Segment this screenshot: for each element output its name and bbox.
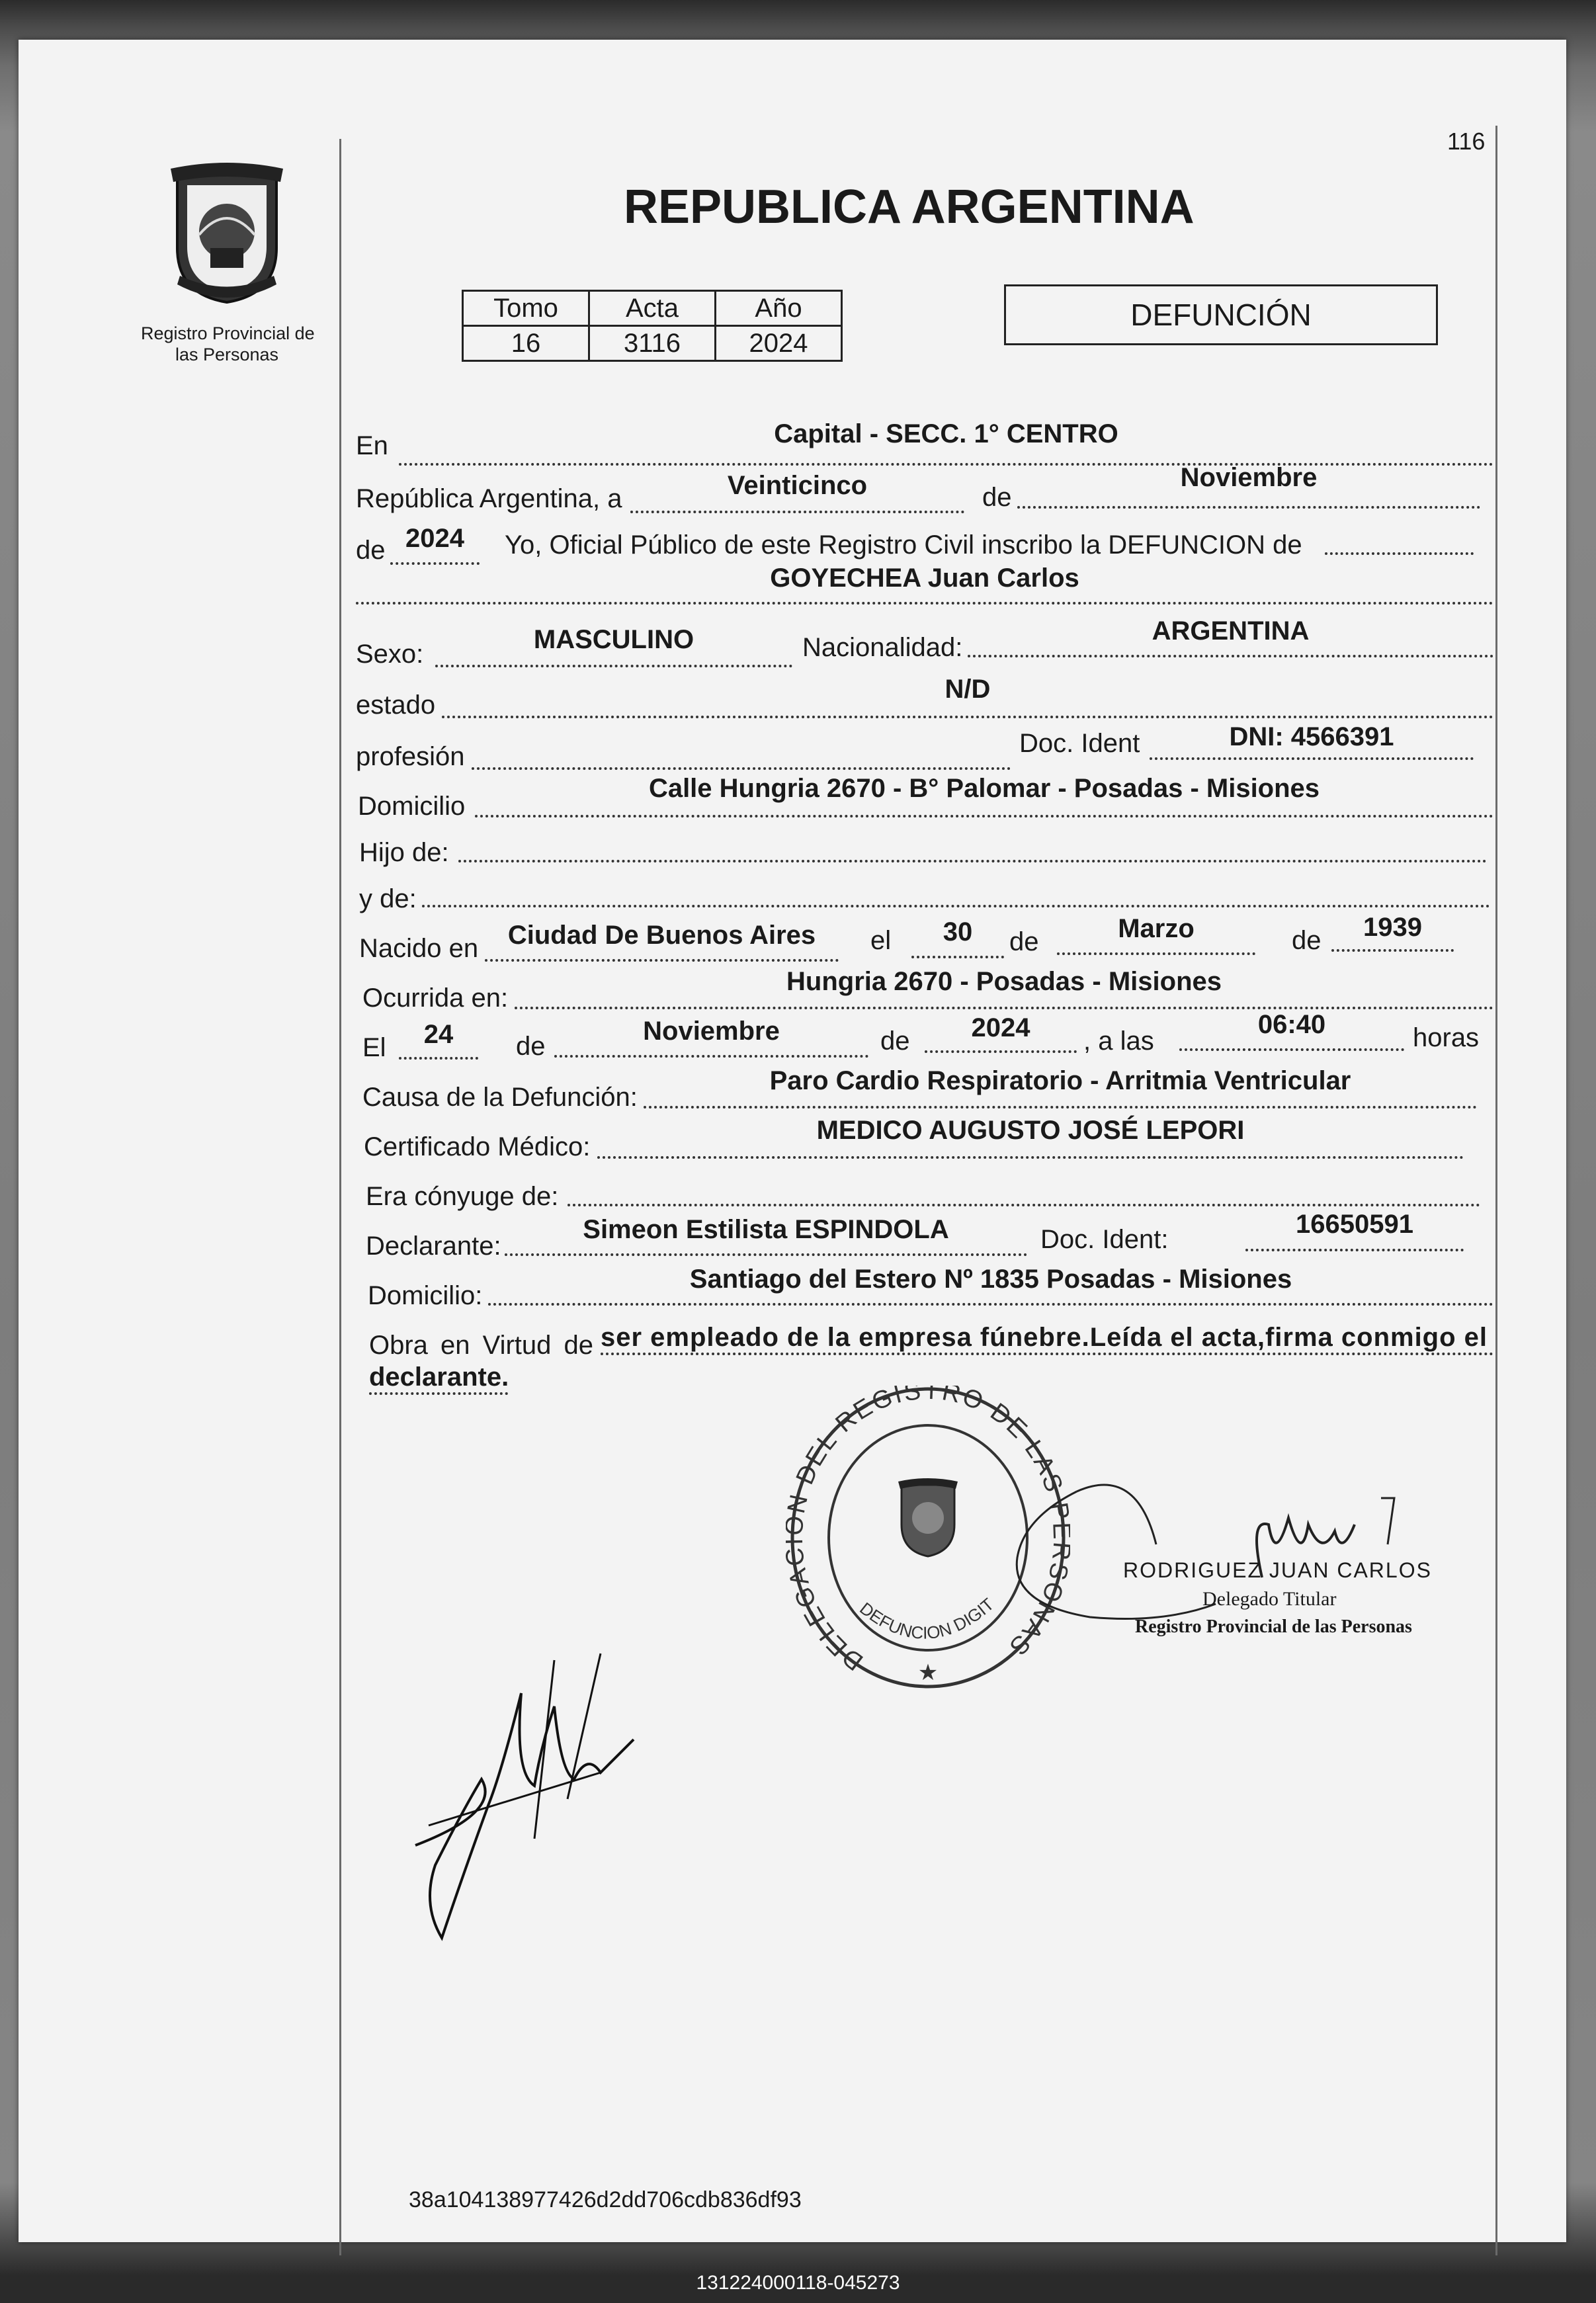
doc-ident-value: DNI: 4566391 xyxy=(1229,722,1394,751)
republica-label: República Argentina, a xyxy=(356,484,622,513)
yo-label: Yo, Oficial Público de este Registro Civil inscribo la DEFUNCION de xyxy=(505,530,1302,560)
certificado-value: MEDICO AUGUSTO JOSÉ LEPORI xyxy=(816,1116,1245,1145)
doc-ident2-value: 16650591 xyxy=(1296,1210,1413,1239)
horas-label: horas xyxy=(1413,1023,1480,1052)
domicilio2-label: Domicilio: xyxy=(368,1281,483,1310)
estado-line xyxy=(442,716,1493,718)
birth-month-line xyxy=(1057,952,1255,955)
anio-header: Año xyxy=(716,291,842,326)
sexo-line xyxy=(435,665,792,667)
nacido-label: Nacido en xyxy=(359,934,479,963)
certificado-line xyxy=(597,1156,1464,1159)
doc-ident2-label: Doc. Ident: xyxy=(1040,1225,1169,1254)
death-day-line xyxy=(399,1057,478,1060)
death-year-line xyxy=(925,1050,1077,1053)
declarante-line xyxy=(505,1253,1027,1256)
causa-value: Paro Cardio Respiratorio - Arritmia Ventricular xyxy=(769,1066,1351,1095)
birth-day-line xyxy=(911,956,1004,958)
acta-header: Acta xyxy=(589,291,716,326)
tomo-header: Tomo xyxy=(463,291,589,326)
declarante-value: Simeon Estilista ESPINDOLA xyxy=(583,1215,949,1244)
conyuge-label: Era cónyuge de: xyxy=(366,1182,559,1211)
page-number: 116 xyxy=(1447,128,1486,155)
de-label: de xyxy=(982,483,1012,512)
obra-line2 xyxy=(369,1392,508,1395)
domicilio-label: Domicilio xyxy=(358,792,466,821)
birth-year-line xyxy=(1331,949,1454,952)
day-line xyxy=(630,511,964,513)
birth-day: 30 xyxy=(943,917,973,946)
yde-label: y de: xyxy=(359,884,417,913)
nacido-value: Ciudad De Buenos Aires xyxy=(507,921,816,950)
sexo-value: MASCULINO xyxy=(533,625,694,654)
document-title: REPUBLICA ARGENTINA xyxy=(624,181,1195,233)
doc-ident-line xyxy=(1150,757,1474,760)
death-time-line xyxy=(1179,1048,1404,1051)
el-label: el xyxy=(870,926,892,955)
obra-value-line1: ser empleado de la empresa fúnebre.Leída el acta,firma conmigo el xyxy=(601,1323,1488,1352)
nacionalidad-line xyxy=(968,655,1493,657)
tomo-value: 16 xyxy=(463,326,589,361)
de6-label: de xyxy=(880,1026,910,1056)
month-line xyxy=(1017,506,1480,509)
obra-value-line2: declarante. xyxy=(369,1362,509,1392)
stamp-inner-text: DEFUNCION DIGIT xyxy=(856,1595,997,1643)
doc-type-box: DEFUNCIÓN xyxy=(1004,284,1438,345)
deceased-name: GOYECHEA Juan Carlos xyxy=(770,564,1079,593)
birth-year: 1939 xyxy=(1363,913,1422,942)
de3-label: de xyxy=(1009,927,1039,956)
death-month: Noviembre xyxy=(643,1017,780,1046)
death-certificate-page xyxy=(19,40,1566,2242)
yde-line xyxy=(422,905,1490,907)
signatory-org: Registro Provincial de las Personas xyxy=(1135,1616,1412,1637)
de2-label: de xyxy=(356,536,386,565)
stamp-ring-text: DELEGA DEL REGISTRO DE LAS ONAS xyxy=(786,1386,1069,1676)
year-value: 2024 xyxy=(405,524,464,553)
profesion-line xyxy=(472,767,1011,770)
el2-label: El xyxy=(362,1033,386,1062)
hijo-line xyxy=(458,860,1487,862)
death-year: 2024 xyxy=(971,1013,1030,1042)
anio-value: 2024 xyxy=(716,326,842,361)
org-name-line2: las Personas xyxy=(175,345,279,364)
doc-ident2-line xyxy=(1245,1249,1464,1251)
ocurrida-label: Ocurrida en: xyxy=(362,984,509,1013)
declarante-label: Declarante: xyxy=(366,1232,501,1261)
nacionalidad-label: Nacionalidad: xyxy=(802,633,963,662)
profesion-label: profesión xyxy=(356,742,465,771)
day-value: Veinticinco xyxy=(727,471,868,500)
nacionalidad-value: ARGENTINA xyxy=(1152,616,1310,646)
yo-line xyxy=(1325,552,1474,555)
record-table xyxy=(462,290,843,362)
alas-label: , a las xyxy=(1083,1026,1154,1056)
domicilio-line xyxy=(475,815,1493,817)
certificado-label: Certificado Médico: xyxy=(364,1132,591,1161)
estado-value: N/D xyxy=(945,675,991,704)
document-hash: 38a104138977426d2dd706cdb836df93 xyxy=(409,2187,802,2212)
domicilio2-value: Santiago del Estero Nº 1835 Posadas - Misiones xyxy=(689,1265,1292,1294)
causa-line xyxy=(644,1106,1477,1109)
ocurrida-value: Hungria 2670 - Posadas - Misiones xyxy=(786,967,1222,996)
domicilio2-line xyxy=(488,1303,1493,1306)
en-value: Capital - SECC. 1° CENTRO xyxy=(774,419,1118,448)
barcode-id: 131224000118-045273 xyxy=(696,2272,900,2294)
name-line xyxy=(356,602,1493,605)
left-margin-line xyxy=(339,139,341,2255)
declarant-signature xyxy=(402,1640,653,1951)
conyuge-line xyxy=(567,1204,1480,1206)
hijo-label: Hijo de: xyxy=(359,838,449,867)
sexo-label: Sexo: xyxy=(356,640,424,669)
en-label: En xyxy=(356,431,388,460)
misiones-seal-logo xyxy=(164,162,290,304)
estado-label: estado xyxy=(356,691,436,720)
nacido-line xyxy=(485,959,839,962)
death-time: 06:40 xyxy=(1257,1010,1326,1039)
domicilio-value: Calle Hungria 2670 - B° Palomar - Posadas - Misiones xyxy=(648,774,1320,803)
causa-label: Causa de la Defunción: xyxy=(362,1083,638,1112)
acta-value: 3116 xyxy=(589,326,716,361)
obra-line1 xyxy=(601,1353,1493,1355)
month-value: Noviembre xyxy=(1180,463,1318,492)
stamp-star-icon: ★ xyxy=(917,1660,939,1685)
birth-month: Marzo xyxy=(1118,914,1195,943)
doc-ident-label: Doc. Ident xyxy=(1019,729,1140,758)
death-day: 24 xyxy=(423,1020,454,1049)
signatory-title: Delegado Titular xyxy=(1202,1588,1337,1610)
de5-label: de xyxy=(516,1032,546,1061)
death-month-line xyxy=(554,1055,868,1058)
de4-label: de xyxy=(1292,926,1322,955)
signatory-name: RODRIGUEZ JUAN CARLOS xyxy=(1123,1558,1432,1582)
right-margin-line xyxy=(1495,126,1497,2255)
org-name-line1: Registro Provincial de xyxy=(141,323,315,343)
obra-label: Obra en Virtud de xyxy=(369,1331,594,1360)
